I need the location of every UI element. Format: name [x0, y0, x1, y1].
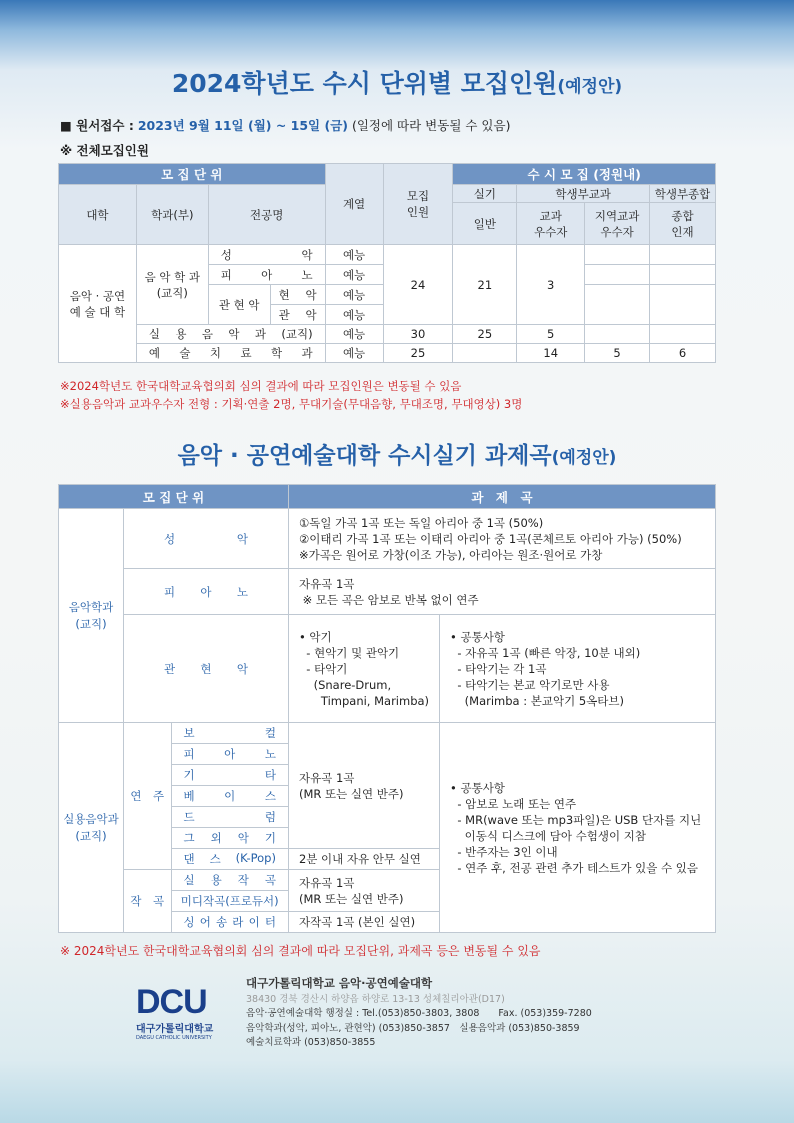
field: 예능	[325, 285, 383, 305]
header-general: 일반	[453, 203, 517, 245]
application-period: ■ 원서접수 : 2023년 9월 11일 (월) ~ 15일 (금) (일정에 따라 변동될 수 있음)	[60, 118, 511, 133]
header-regional: 지역교과 우수자	[585, 203, 650, 245]
inst-drum: 드 럼	[171, 807, 288, 828]
task-table	[58, 484, 716, 933]
total-quota-label: ※ 전체모집인원	[60, 143, 149, 158]
header-unit: 모 집 단 위	[59, 485, 289, 509]
major-orchestra: 관 현 악	[208, 285, 270, 325]
major-piano: 피 아 노	[208, 265, 325, 285]
orchestra-task-common: • 공통사항 - 자유곡 1곡 (빠른 악장, 10분 내외) - 타악기는 각 1곡 - 타악기는 본교 악기로만 사용 (Marimba : 본교악기 5옥타브)	[440, 615, 716, 723]
therapy-regional: 5	[585, 344, 650, 363]
unit-compose: 작 곡	[124, 870, 172, 933]
note-1: ※2024학년도 한국대학교육협의회 심의 결과에 따라 모집인원은 변동될 수 있음	[60, 379, 462, 393]
header-comprehensive: 학생부종합	[650, 185, 716, 203]
quota-table	[58, 163, 716, 363]
music-excellent: 3	[517, 245, 585, 325]
compose-task: 자유곡 1곡 (MR 또는 실연 반주)	[288, 870, 439, 912]
page-title: 2024학년도 수시 단위별 모집인원(예정안)	[171, 69, 623, 98]
header-quota: 모집 인원	[383, 164, 453, 245]
inst-other: 그 외 악 기	[171, 828, 288, 849]
applied-practical: 25	[453, 325, 517, 344]
inst-piano: 피 아 노	[171, 744, 288, 765]
comp-midi: 미디작곡(프로듀서)	[171, 891, 288, 912]
header-task: 과 제 곡	[288, 485, 715, 509]
section-title: 음악 · 공연예술대학 수시실기 과제곡(예정안)	[177, 443, 617, 469]
field: 예능	[325, 245, 383, 265]
music-practical: 21	[453, 245, 517, 325]
inst-bass: 베 이 스	[171, 786, 288, 807]
piano-task: 자유곡 1곡 ※ 모든 곡은 암보로 반복 없이 연주	[288, 569, 715, 615]
applied-music-dept: 실용음악과 (교직)	[59, 723, 124, 933]
major-voice: 성 악	[208, 245, 325, 265]
songwriter-task: 자작곡 1곡 (본인 실연)	[288, 912, 439, 933]
major-strings: 현 악	[270, 285, 325, 305]
unit-voice: 성 악	[124, 509, 289, 569]
university-logo: DCU 대구가톨릭대학교 DAEGU CATHOLIC UNIVERSITY	[136, 983, 214, 1041]
college-name: 음악 · 공연 예 술 대 학	[59, 245, 137, 363]
header-integrated: 종합 인재	[650, 203, 716, 245]
applied-excellent: 5	[517, 325, 585, 344]
music-dept: 음 악 학 과 (교직)	[136, 245, 208, 325]
orchestra-task-instruments: • 악기 - 현악기 및 관악기 - 타악기 (Snare-Drum, Timpani, Marimba)	[288, 615, 439, 723]
contact-info: 대구가톨릭대학교 음악·공연예술대학 38430 경북 경산시 하양읍 하양로 13-13 성체칠리아관(D17) 음악·공연예술대학 행정실 : Tel.(053)850-3803, 3808 Fax. (053)359-7280 음악학과(성악, 피아노, 관현악) (053)850-3857 실용음악과 (053)850-3859 예술치료학과 (053)850-3855	[246, 976, 592, 1048]
perform-task: 자유곡 1곡 (MR 또는 실연 반주)	[288, 723, 439, 849]
music-quota: 24	[383, 245, 453, 325]
inst-dance: 댄 스 (K-Pop)	[171, 849, 288, 870]
header-field: 계열	[325, 164, 383, 245]
major-winds: 관 악	[270, 305, 325, 325]
field: 예능	[325, 265, 383, 285]
voice-task: ①독일 가곡 1곡 또는 독일 아리아 중 1곡 (50%) ②이태리 가곡 1곡 또는 이태리 아리아 중 1곡(콘체르토 아리아 가능) (50%) ※가곡은 원어로 가창(이조 가능), 아리아는 원조·원어로 가창	[288, 509, 715, 569]
note-3: ※ 2024학년도 한국대학교육협의회 심의 결과에 따라 모집단위, 과제곡 등은 변동될 수 있음	[60, 944, 541, 958]
therapy-integrated: 6	[650, 344, 716, 363]
field: 예능	[325, 344, 383, 363]
comp-applied: 실 용 작 곡	[171, 870, 288, 891]
unit-orchestra: 관 현 악	[124, 615, 289, 723]
art-therapy-dept: 예 술 치 료 학 과	[136, 344, 325, 363]
therapy-excellent: 14	[517, 344, 585, 363]
field: 예능	[325, 325, 383, 344]
header-susi: 수 시 모 집 (정원내)	[453, 164, 716, 185]
music-dept: 음악학과 (교직)	[59, 509, 124, 723]
header-major: 전공명	[208, 185, 325, 245]
dance-task: 2분 이내 자유 안무 실연	[288, 849, 439, 870]
header-excellent: 교과 우수자	[517, 203, 585, 245]
applied-common-task: • 공통사항 - 암보로 노래 또는 연주 - MR(wave 또는 mp3파일)은 USB 단자를 지닌 이동식 디스크에 담아 수험생이 지참 - 반주자는 3인 이내 - 연주 후, 전공 관련 추가 테스트가 있을 수 있음	[440, 723, 716, 933]
header-practical: 실기	[453, 185, 517, 203]
inst-vocal: 보 컬	[171, 723, 288, 744]
applied-music-dept: 실 용 음 악 과 (교직)	[136, 325, 325, 344]
header-subject: 학생부교과	[517, 185, 650, 203]
comp-songwriter: 싱 어 송 라 이 터	[171, 912, 288, 933]
note-2: ※실용음악과 교과우수자 전형 : 기획·연출 2명, 무대기술(무대음향, 무대조명, 무대영상) 3명	[60, 397, 523, 411]
field: 예능	[325, 305, 383, 325]
unit-perform: 연 주	[124, 723, 172, 870]
header-unit: 모 집 단 위	[59, 164, 326, 185]
unit-piano: 피 아 노	[124, 569, 289, 615]
therapy-quota: 25	[383, 344, 453, 363]
header-dept: 학과(부)	[136, 185, 208, 245]
inst-guitar: 기 타	[171, 765, 288, 786]
header-college: 대학	[59, 185, 137, 245]
applied-quota: 30	[383, 325, 453, 344]
